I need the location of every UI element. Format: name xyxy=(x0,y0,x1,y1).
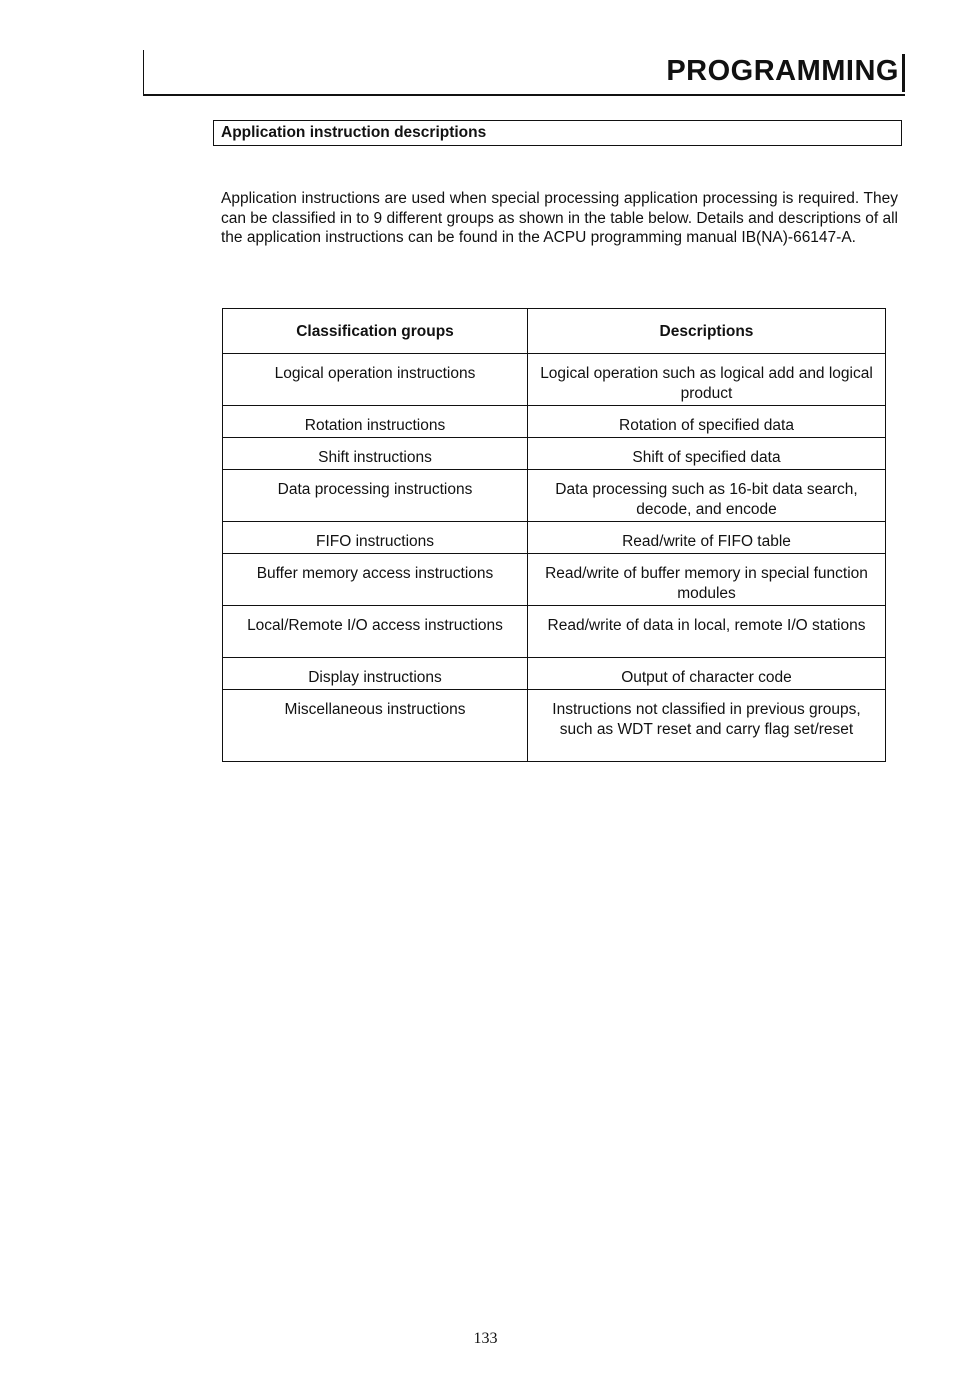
table-row xyxy=(223,470,886,522)
classification-table xyxy=(222,308,886,762)
page-number: 133 xyxy=(473,1330,498,1347)
section-heading: Application instruction descriptions xyxy=(221,124,487,141)
page-header xyxy=(143,44,905,96)
group-cell: Local/Remote I/O access instructions xyxy=(223,606,528,658)
description-cell: Data processing such as 16-bit data search, decode, and encode xyxy=(528,470,886,522)
description-cell: Read/write of buffer memory in special function modules xyxy=(528,554,886,606)
table-row xyxy=(223,554,886,606)
description-cell: Read/write of FIFO table xyxy=(528,522,886,554)
column-header-descriptions: Descriptions xyxy=(528,309,886,354)
intro-paragraph: Application instructions are used when special processing application processing is required. They can be classified in to 9 different groups as shown in the table below. Details and descriptions of all the application instructions can be found in the ACPU programming manual IB(NA)-66147-A. xyxy=(221,190,898,247)
table-row xyxy=(223,406,886,438)
group-cell: Buffer memory access instructions xyxy=(223,554,528,606)
description-cell: Rotation of specified data xyxy=(528,406,886,438)
section-heading-box xyxy=(213,120,902,146)
header-rule xyxy=(902,54,905,92)
table-row xyxy=(223,354,886,406)
description-cell: Shift of specified data xyxy=(528,438,886,470)
table-row xyxy=(223,522,886,554)
description-cell: Output of character code xyxy=(528,658,886,690)
classification-table-wrapper xyxy=(222,308,885,762)
table-header-row xyxy=(223,309,886,354)
description-cell: Instructions not classified in previous groups, such as WDT reset and carry flag set/reset xyxy=(528,690,886,762)
group-cell: Logical operation instructions xyxy=(223,354,528,406)
group-cell: Shift instructions xyxy=(223,438,528,470)
description-cell: Read/write of data in local, remote I/O stations xyxy=(528,606,886,658)
table-row xyxy=(223,658,886,690)
group-cell: Display instructions xyxy=(223,658,528,690)
group-cell: Rotation instructions xyxy=(223,406,528,438)
group-cell: Miscellaneous instructions xyxy=(223,690,528,762)
group-cell: FIFO instructions xyxy=(223,522,528,554)
column-header-groups: Classification groups xyxy=(223,309,528,354)
table-row xyxy=(223,438,886,470)
group-cell: Data processing instructions xyxy=(223,470,528,522)
description-cell: Logical operation such as logical add and logical product xyxy=(528,354,886,406)
page-title: PROGRAMMING xyxy=(666,55,899,87)
table-row xyxy=(223,690,886,762)
table-row xyxy=(223,606,886,658)
